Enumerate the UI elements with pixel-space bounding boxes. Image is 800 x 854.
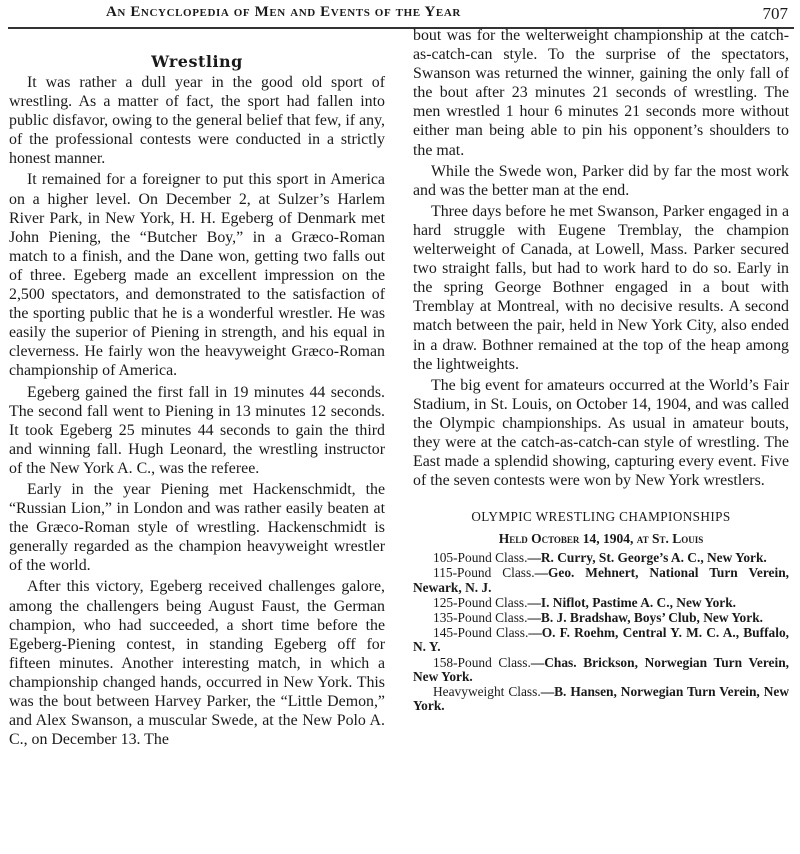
weight-class: 135-Pound Class. [433,610,528,626]
result-entry [413,566,789,594]
winner: —O. F. Roehm, Central Y. M. C. A., Buffalo, N. Y. [413,625,789,655]
weight-class: Heavyweight Class. [433,684,541,700]
result-entry [413,626,789,654]
weight-class: 105-Pound Class. [433,550,528,566]
results-table-subtitle: Held October 14, 1904, at St. Louis [498,531,704,547]
paragraph: It remained for a foreigner to put this sport in America on a higher level. On December 2, at Sulzer’s Harlem River Park, in New York, H. H. Egeberg of Denmark met John Piening, the “Butcher Boy,” in a Græco-Roman match to a finish, and the Dane won, getting two falls out of three. Egeberg made an excellent impression on the 2,500 spectators, and demonstrated to the satisfaction of the sporting public that he is a wonderful wrestler. He was easily the superior of Piening in strength, and his equal in cleverness. He fairly won the heavyweight Græco-Roman championship of America. [9,171,385,380]
paragraph: After this victory, Egeberg received challenges galore, among the challengers being August Faust, the German champion, who had succeeded, a short time before the Egeberg-Piening contest, in standing Egeberg off for fifteen minutes. Another interesting match, in which a championship changed hands, occurred in New York. This was the bout between Harvey Parker, the “Little Demon,” and Alex Swanson, a muscular Swede, at the New Polo A. C., on December 13. The [9,578,385,749]
paragraph: Early in the year Piening met Hackenschmidt, the “Russian Lion,” in London and was rather easily beaten at the Græco-Roman style of wrestling. Hackenschmidt is generally regarded as the champion heavyweight wrestler of the world. [9,480,385,575]
running-head [0,4,800,26]
paragraph-continuation: bout was for the welterweight championship at the catch-as-catch-can style. To the surprise of the spectators, Swanson was returned the winner, gaining the only fall of the bout after 23 minutes 21 seconds of wrestling. The men wrestled 1 hour 6 minutes 21 seconds more without either man being able to pin his opponent’s shoulders to the mat. [413,27,789,159]
right-column [413,26,789,714]
result-entry [413,656,789,684]
result-entry [413,685,789,713]
paragraph: The big event for amateurs occurred at the World’s Fair Stadium, in St. Louis, on October 14, 1904, and was called the Olympic championships. As usual in amateur bouts, they were at the catch-as-catch-can style of wrestling. The East made a splendid showing, capturing every event. Five of the seven contests were won by New York wrestlers. [413,376,789,490]
paragraph: While the Swede won, Parker did by far the most work and was the better man at the end. [413,162,789,199]
weight-class: 158-Pound Class. [433,654,531,670]
result-entry [413,611,789,625]
winner: —Chas. Brickson, Norwegian Turn Verein, New York. [413,654,789,684]
weight-class: 115-Pound Class. [433,565,535,581]
winner: —B. J. Bradshaw, Boys’ Club, New York. [527,610,763,626]
winner: —R. Curry, St. George’s A. C., New York. [527,550,767,566]
page-number: 707 [762,4,788,23]
results-list [413,551,789,713]
running-title: An Encyclopedia of Men and Events of the Year [106,4,461,20]
results-table-title: OLYMPIC WRESTLING CHAMPIONSHIPS [471,509,731,525]
paragraph: Egeberg gained the first fall in 19 minutes 44 seconds. The second fall went to Piening in 13 minutes 12 seconds. It took Egeberg 25 minutes 44 seconds to gain the third and winning fall. Hugh Leonard, the wrestling instructor of the New York A. C., was the referee. [9,383,385,477]
winner: —B. Hansen, Norwegian Turn Verein, New York. [413,684,790,714]
winner: —I. Niflot, Pastime A. C., New York. [527,594,737,610]
weight-class: 125-Pound Class. [433,594,528,610]
result-entry [413,596,789,610]
weight-class: 145-Pound Class. [433,625,529,641]
paragraph: Three days before he met Swanson, Parker engaged in a hard struggle with Eugene Tremblay, the champion welterweight of Canada, at Lowell, Mass. Parker secured two straight falls, but had to work hard to do so. Early in the spring George Bothner engaged in a bout with Tremblay at Montreal, with no decisive results. A second match between the pair, held in New York City, also ended in a draw. Bothner remained at the top of the heap among the lightweights. [413,202,789,373]
result-entry [413,551,789,565]
left-column [9,52,385,751]
article-title: Wrestling [151,52,243,71]
paragraph: It was rather a dull year in the good old sport of wrestling. As a matter of fact, the sport had fallen into public disfavor, owing to the general belief that few, if any, of the professional contests were conducted in a strictly honest manner. [9,74,385,168]
winner: —Geo. Mehnert, National Turn Verein, Newark, N. J. [413,565,789,595]
